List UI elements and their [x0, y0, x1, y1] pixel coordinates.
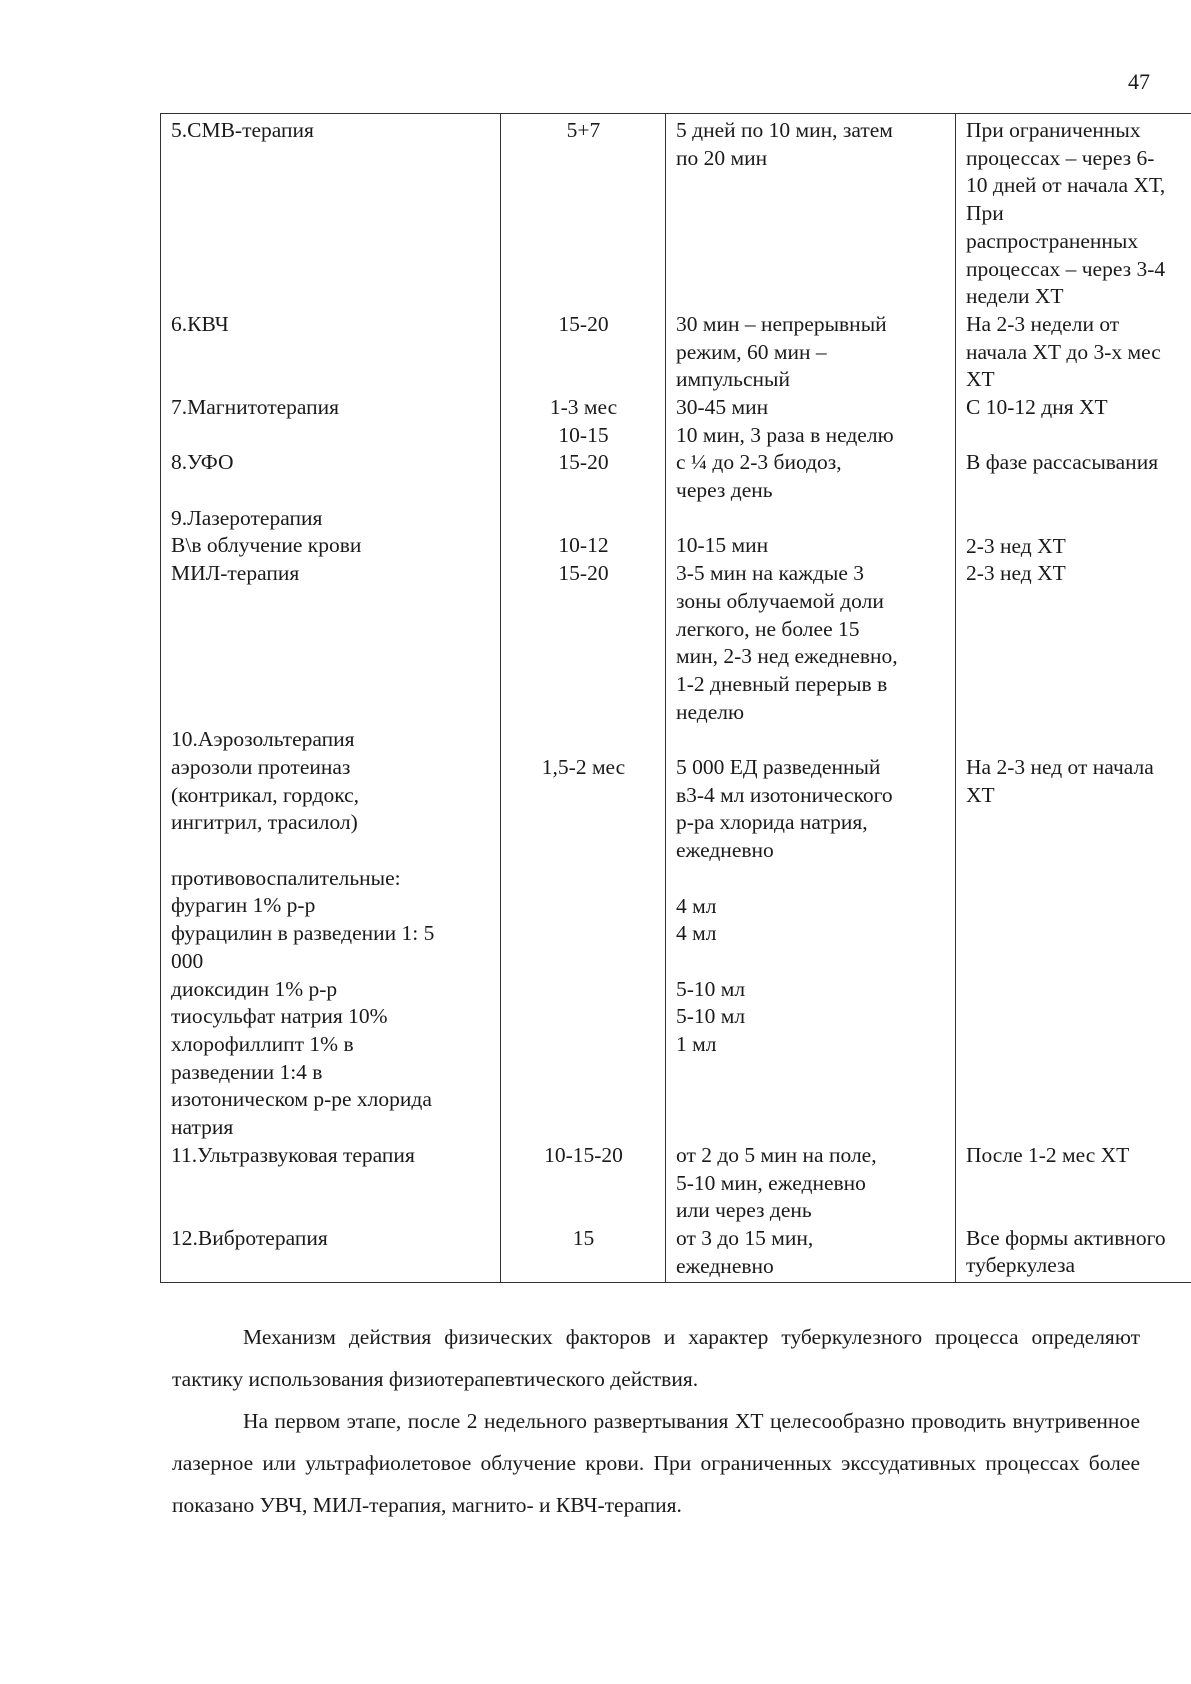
cell-line: 2-3 нед ХТ — [966, 561, 1066, 586]
cell-line — [171, 588, 491, 616]
cell-line — [966, 1059, 1191, 1087]
cell-line: легкого, не более 15 — [676, 616, 860, 641]
cell-line: 5 000 ЕД разведенный — [676, 755, 881, 780]
cell-line: 10 мин, 3 раза в неделю — [676, 422, 894, 447]
page-number: 47 — [1128, 69, 1150, 94]
cell-line — [676, 948, 946, 976]
cell-line — [676, 505, 946, 533]
cell-line — [966, 865, 1191, 893]
cell-line: После 1-2 мес ХТ — [966, 1142, 1130, 1167]
cell-line: 000 — [171, 948, 204, 973]
cell-line — [966, 616, 1191, 644]
cell-line — [966, 837, 1191, 865]
cell-line: туберкулеза — [966, 1253, 1076, 1278]
table-cell-method — [161, 114, 501, 1283]
cell-line: 3-5 мин на каждые 3 — [676, 561, 865, 586]
cell-line — [676, 228, 946, 256]
cell-line: 9.Лазеротерапия — [171, 505, 323, 530]
cell-line: неделю — [676, 699, 745, 724]
cell-line — [966, 948, 1191, 976]
cell-line: по 20 мин — [676, 145, 768, 170]
cell-line: с ¼ до 2-3 биодоз, — [676, 450, 842, 475]
cell-line: ежедневно — [676, 838, 774, 863]
cell-line — [171, 283, 491, 311]
cell-line — [171, 200, 491, 228]
cell-line — [511, 920, 656, 948]
cell-line — [511, 283, 656, 311]
cell-line — [676, 1059, 946, 1087]
cell-line: 10-15 — [558, 422, 609, 447]
cell-line: 5.СМВ-терапия — [171, 118, 314, 142]
cell-line — [966, 699, 1191, 727]
cell-line — [511, 228, 656, 256]
cell-line: 1-2 дневный перерыв в — [676, 671, 888, 696]
cell-line — [966, 1003, 1191, 1031]
cell-line — [511, 782, 656, 810]
cell-line: распространенных — [966, 228, 1139, 253]
cell-line: В\в облучение крови — [171, 533, 362, 558]
cell-line: процессах – через 3-4 — [966, 256, 1166, 281]
cell-line: противовоспалительные: — [171, 865, 401, 890]
cell-line — [171, 615, 491, 643]
cell-line — [966, 1197, 1191, 1225]
cell-line: от 3 до 15 мин, — [676, 1225, 814, 1250]
cell-line: 30 мин – непрерывный — [676, 311, 887, 336]
cell-line — [511, 1003, 656, 1031]
cell-line: 12.Вибротерапия — [171, 1225, 328, 1250]
cell-line — [511, 339, 656, 367]
cell-line: ХТ — [966, 782, 995, 807]
body-text — [172, 1316, 1140, 1526]
cell-line: или через день — [676, 1198, 812, 1223]
cell-line: фурацилин в разведении 1: 5 — [171, 921, 435, 946]
cell-line: 10-15-20 — [544, 1142, 623, 1167]
cell-line — [966, 976, 1191, 1004]
cell-line — [511, 145, 656, 173]
cell-line — [676, 255, 946, 283]
cell-line: аэрозоли протеиназ — [171, 754, 351, 779]
cell-line — [511, 200, 656, 228]
cell-line: На 2-3 нед от начала — [966, 755, 1154, 780]
cell-line: В фазе рассасывания — [966, 450, 1159, 475]
cell-line — [171, 339, 491, 367]
cell-line: недели ХТ — [966, 284, 1064, 309]
cell-line: С 10-12 дня ХТ — [966, 395, 1108, 420]
cell-line — [511, 865, 656, 893]
cell-line: импульсный — [676, 367, 790, 392]
cell-line: При ограниченных — [966, 118, 1141, 142]
cell-line: фурагин 1% р-р — [171, 893, 316, 918]
cell-line — [511, 726, 656, 754]
cell-line: 6.КВЧ — [171, 311, 229, 336]
cell-line — [511, 255, 656, 283]
physiotherapy-table — [160, 113, 1191, 1283]
cell-line: хлорофиллипт 1% в — [171, 1031, 354, 1056]
cell-line — [511, 671, 656, 699]
paragraph: На первом этапе, после 2 недельного развертывания ХТ целесообразно проводить внутривенное лазерное или ультрафиолетовое облучение крови. При ограниченных экссудативных процессах более показано УВЧ, МИЛ-терапия, магнито- и КВЧ-терапия. — [172, 1409, 1140, 1517]
cell-line: 5-10 мл — [676, 976, 746, 1001]
cell-line — [171, 1169, 491, 1197]
table-cell-course — [501, 114, 666, 1283]
cell-line — [676, 726, 946, 754]
cell-line — [511, 366, 656, 394]
cell-line — [511, 699, 656, 727]
cell-line — [511, 1059, 656, 1087]
cell-line: 10-15 мин — [676, 533, 769, 558]
cell-line — [171, 255, 491, 283]
cell-line: 15-20 — [558, 561, 609, 586]
cell-line: процессах – через 6- — [966, 145, 1155, 170]
cell-line — [966, 1031, 1191, 1059]
cell-line — [511, 477, 656, 505]
cell-line: МИЛ-терапия — [171, 561, 300, 586]
cell-line — [966, 726, 1191, 754]
cell-line: ежедневно — [676, 1253, 774, 1278]
cell-line — [966, 893, 1191, 921]
cell-line: диоксидин 1% р-р — [171, 976, 338, 1001]
cell-line — [511, 1114, 656, 1142]
cell-line — [676, 200, 946, 228]
cell-line: натрия — [171, 1115, 234, 1140]
cell-line — [171, 366, 491, 394]
cell-line — [966, 1114, 1191, 1142]
cell-line: 15-20 — [558, 311, 609, 336]
cell-line — [171, 837, 491, 865]
cell-line: изотоническом р-ре хлорида — [171, 1087, 432, 1112]
cell-line — [171, 172, 491, 200]
cell-line — [966, 422, 1191, 450]
cell-line — [966, 1086, 1191, 1114]
cell-line — [676, 1086, 946, 1114]
cell-line: 1-3 мес — [549, 394, 618, 419]
cell-line: 1 мл — [676, 1032, 717, 1057]
paragraph: Механизм действия физических факторов и характер туберкулезного процесса определяют тактику использования физиотерапевтического действия. — [172, 1325, 1140, 1391]
cell-line — [171, 643, 491, 671]
cell-line — [511, 643, 656, 671]
cell-line: 30-45 мин — [676, 394, 769, 419]
cell-line: ХТ — [966, 367, 995, 392]
cell-line: от 2 до 5 мин на поле, — [676, 1142, 877, 1167]
cell-line: начала ХТ до 3-х мес — [966, 339, 1161, 364]
cell-line — [511, 588, 656, 616]
cell-line: 1,5-2 мес — [541, 754, 626, 779]
cell-line — [966, 920, 1191, 948]
cell-line — [171, 228, 491, 256]
cell-line — [171, 422, 491, 450]
cell-line: 10.Аэрозольтерапия — [171, 727, 355, 752]
cell-line: мин, 2-3 нед ежедневно, — [676, 644, 898, 669]
cell-line: 2-3 нед ХТ — [966, 533, 1066, 558]
cell-line — [966, 505, 1191, 533]
cell-line — [676, 283, 946, 311]
cell-line: 5+7 — [566, 118, 601, 142]
cell-line — [511, 892, 656, 920]
cell-line — [511, 505, 656, 533]
cell-line: р-ра хлорида натрия, — [676, 810, 868, 835]
cell-line — [171, 671, 491, 699]
cell-line — [676, 1114, 946, 1142]
cell-line: 10-12 — [558, 533, 609, 558]
cell-line: 8.УФО — [171, 450, 234, 475]
table-row — [161, 114, 1191, 1283]
cell-line: 7.Магнитотерапия — [171, 394, 340, 419]
cell-line — [511, 948, 656, 976]
cell-line: 5-10 мл — [676, 1004, 746, 1029]
cell-line — [966, 643, 1191, 671]
cell-line — [511, 1169, 656, 1197]
cell-line — [171, 477, 491, 505]
table-cell-timing — [956, 114, 1191, 1283]
cell-line — [511, 837, 656, 865]
cell-line — [966, 477, 1191, 505]
cell-line — [511, 975, 656, 1003]
cell-line: 4 мл — [676, 921, 717, 946]
cell-line — [171, 145, 491, 173]
cell-line — [676, 172, 946, 200]
cell-line — [511, 1197, 656, 1225]
cell-line — [966, 588, 1191, 616]
cell-line: через день — [676, 478, 773, 503]
cell-line: 5 дней по 10 мин, затем — [676, 118, 893, 142]
cell-line: в3-4 мл изотонического — [676, 782, 893, 807]
cell-line — [966, 809, 1191, 837]
cell-line: На 2-3 недели от — [966, 311, 1120, 336]
cell-line — [171, 1197, 491, 1225]
cell-line: 15 — [572, 1225, 595, 1250]
cell-line — [511, 1086, 656, 1114]
cell-line: 5-10 мин, ежедневно — [676, 1170, 866, 1195]
cell-line — [676, 865, 946, 893]
cell-line: 4 мл — [676, 893, 717, 918]
cell-line — [966, 1169, 1191, 1197]
cell-line: 15-20 — [558, 450, 609, 475]
cell-line: Все формы активного — [966, 1225, 1166, 1250]
cell-line: (контрикал, гордокс, — [171, 782, 360, 807]
cell-line: 11.Ультразвуковая терапия — [171, 1142, 415, 1167]
cell-line — [511, 615, 656, 643]
cell-line: 10 дней от начала ХТ, — [966, 173, 1166, 198]
cell-line: разведении 1:4 в — [171, 1059, 323, 1084]
cell-line — [966, 671, 1191, 699]
cell-line: режим, 60 мин – — [676, 339, 827, 364]
table-cell-dosage — [666, 114, 956, 1283]
cell-line — [511, 809, 656, 837]
cell-line — [171, 699, 491, 727]
cell-line — [511, 172, 656, 200]
cell-line — [511, 1031, 656, 1059]
cell-line: тиосульфат натрия 10% — [171, 1004, 388, 1029]
cell-line: ингитрил, трасилол) — [171, 810, 358, 835]
cell-line: При — [966, 201, 1004, 226]
cell-line: зоны облучаемой доли — [676, 588, 884, 613]
